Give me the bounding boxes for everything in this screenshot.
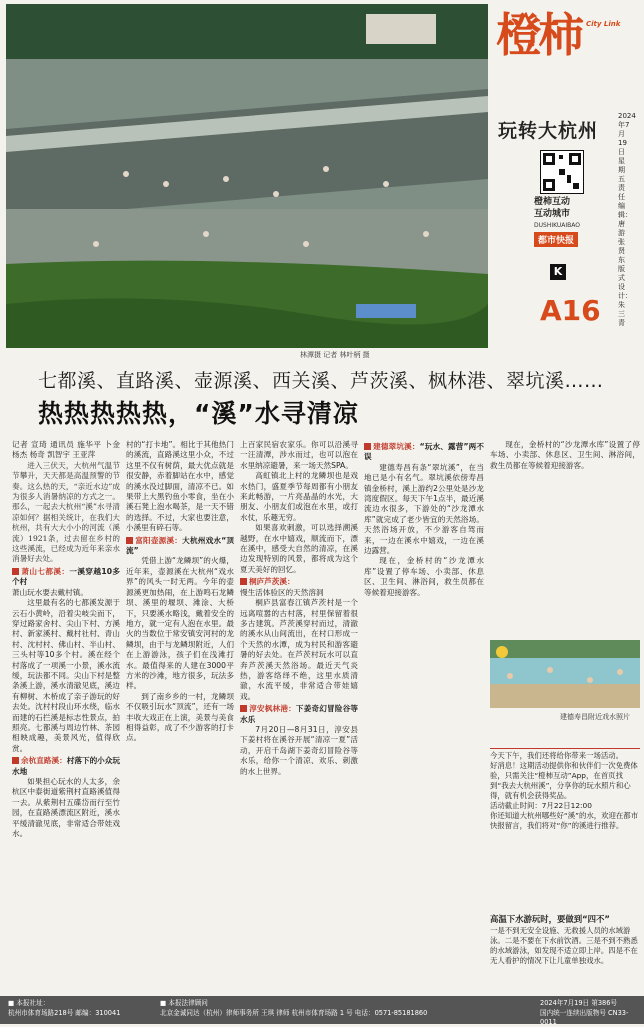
paper-brand-tag: 都市快报 [534,232,578,247]
section-sub: 萧山玩水要去戴村镇。 [12,587,88,597]
section-title-rest: 下姜奇幻冒险谷等水乐 [240,704,358,724]
divider [490,748,640,749]
event-intro: 今天下午，我们还将给你带来一场活动。 [490,751,624,760]
section-title-rest: 村落下的小众玩水地 [12,756,121,776]
brand-logo: 橙柿 [496,8,580,62]
paragraph: 到了南乡乡的一村，龙鳞坝不仅吸引玩水“顶流”，还有一场丰收大戏正在上演，美景与美食相得益彰，成了不少游客的打卡点。 [126,691,234,743]
paragraph: 村的“打卡地”。相比于其他热门的溪流，直路溪这里小众，不过这里不仅有树荫，最大优点就是很安静，赤着脚站在水中，感觉的溪水没过脚面，清凉不已。如果带上大黑钓鱼小零食，坐在小溪石凳上泡水喝茶，是一天不错的选择。不过，大家也要注意，小溪里有碎石等。 [126,440,234,533]
square-bullet-icon [126,537,133,544]
footer-cn: 国内统一连续出版物号 CN33-0011 [540,1009,629,1026]
square-bullet-icon [240,705,247,712]
column-1 [12,440,120,839]
event-note: 你还知道大杭州哪些好“溪”的水，欢迎在都市快报留言，我们将对“你”的溪进行推荐。 [490,811,639,830]
lead-paragraph: 进入三伏天，大杭州气温节节攀升，天天都是高温预警的节奏。这么热的天，“亲近水边”成为很多人消暑纳凉的方式之一。那么，一起去大杭州“溪”水寻清凉如何？据相关统计，在我们大杭州，共有大大小小的河流（溪流）1921条，过去留在乡村的这些溪流，已经成为近年来亲水消暑好去处。 [12,460,120,564]
paragraph: 桐庐县富春江镇芦茨村是一个远离喧嚣的古村落，村里保留着很多古建筑。芦茨溪穿村而过，清澈的溪水从山间流出，在村口形成一个天然的水潭，成为村民和游客避暑的好去处。在芦茨村玩水可以直奔芦茨溪天然浴场。最近天气炎热，游客络绎不绝，这里水质清澈，水流平缓，非常适合带娃嬉戏。 [240,598,358,701]
safety-box [490,914,640,966]
section-title: 桐庐芦茨溪： [249,577,295,587]
footer-issue: 2024年7月19日 第386号 [540,999,618,1007]
section-title: 余杭直路溪： [21,756,67,766]
pool-photo [490,640,640,708]
paragraph: 高虹镇北上村的龙鳞坝也是戏水热门，盛夏季节每周都有小朋友来此畅游，一片亮晶晶的水光，大朋友、小朋友们或泡在水里，或打水仗，乐趣无穷。 [240,471,358,522]
paper-name-en: DUSHIKUAIBAO [534,222,580,229]
photo-illustration [6,4,488,348]
section-heading-luci [240,577,358,587]
section-heading-qidu [12,567,120,588]
square-bullet-icon [12,568,19,575]
qr-caption-line1: 橙柿互动 [534,197,571,207]
column-5 [490,440,640,471]
column-2 [126,440,234,744]
masthead [492,4,640,350]
paragraph: 凭借上游“龙鳞坝”的火爆，近年来，壶源溪在大杭州“戏水界”的风头一时无两。今年的壶源溪更加热闹，在上游鸣石龙鳞坝、溪里的堰坝、滩涂、大桥下，只要溪水略浅，戴着安全的地方，就一定有人泡在水里。最火的当数位于常安镇安河村的龙鳞坝，由于与龙鳞坝附近，人们在上游游泳，孩子们在浅滩打水。最值得来的人建在3000平方米的沙滩，地方很多，玩法多样。 [126,556,234,691]
paragraph: 如果喜欢刺激，可以选择溯溪越野，在水中嬉戏，顺流而下，漂在溪中，感受大自然的清凉，在溪边发现特别的风景，都将成为这个夏天美好的回忆。 [240,523,358,574]
section-title-rest: 一溪穿越10多个村 [12,566,120,587]
date-line: 2024年7月19日 星期五 责任编辑：唐游 张贤东 版式设计：朱三青 [618,112,636,327]
paragraph: 7月20日—8月31日，淳安县下姜村将在溪谷开展“清凉一夏”活动，开启千岛湖下姜奇幻冒险谷等水乐，给你一个清凉、欢乐、刺激的水上世界。 [240,724,358,776]
section-slogan: 玩转大杭州 [498,120,599,142]
square-bullet-icon [364,443,371,450]
section-heading-fenglin [240,704,358,725]
paragraph: 现在，金桥村的“沙龙潭水库”设置了停车场、小卖部、休息区、卫生间、淋浴间，救生员都在等候着迎接游客。 [490,440,640,470]
qr-caption-line2: 互动城市 [534,209,571,219]
river-photo [6,4,488,348]
qr-code-icon[interactable] [540,150,584,194]
paragraph: 上百家民宿农家乐。你可以沿溪寻一汪清潭，涉水而过，也可以泡在水里纳凉避暑，来一场天然SPA。 [240,440,358,470]
article-headline: 热热热热热，“溪”水寻清凉 [38,399,359,428]
byline: 记者 宣琦 通讯员 施华平 卜金 杨杰 杨奇 凯智宇 王亚萍 [12,440,120,460]
section-title: 淳安枫林港： [249,704,296,714]
page-footer [0,996,644,1024]
safety-text: 一是不到无安全设施、无救援人员的水域游泳。二是不要在下水前饮酒。三是不到不熟悉的水域游泳，如发现不适立即上岸。四是不在无人看护的情况下让儿童单独戏水。 [490,926,638,965]
paragraph: 现在，金桥村的“沙龙潭水库”设置了停车场、小卖部、休息区、卫生间、淋浴间，救生员都在等候着迎接游客。 [364,556,484,597]
section-title-rest: 大杭州戏水“顶流” [126,535,235,556]
safety-title: 高温下水游玩时，要做到“四不” [490,914,610,924]
paragraph: 这里最有名的七都溪发源于云石小黄岭，沿着尖岐尖而下，穿过路家舍村、尖山下村、方溪村、新家溪村、戴村社村、青山村、沈村村、佛山村、半山村、三头村等10多个村。溪在经个村落成了一项溪一小景，溪水流缓，玩法都不同。尖山下村是整条溪上游，溪水清澈见底，溪边有柳树、木桥成了亲子游玩的好去处。沈村村段山环水绕，临水而建的石拦溪是标志性景点，拍照亮。七都溪与周边竹林、茶园相映成趣，美景风光，值得欣赏。 [12,598,120,753]
column-4 [364,440,484,598]
section-title: 萧山七都溪： [21,566,70,576]
qr-caption [534,196,570,220]
square-bullet-icon [12,757,19,764]
page-number: A16 [540,294,601,327]
section-heading-cuikeng [364,442,484,463]
event-deadline: 活动截止时间：7月22日12:00 [490,801,592,810]
footer-legal: 北京金诚同达（杭州）律师事务所 王琪 律师 杭州市体育场路 1 号 电话：0571-85181860 [160,1009,428,1017]
pool-photo-caption: 建德寿昌附近戏水照片 [560,713,630,721]
section-title-rest: “玩水、露营”两不误 [364,442,485,462]
footer-address-label: ■ 本报社址： [8,999,50,1007]
paragraph: 如果担心玩水的人太多，余杭区中泰街道紫荆村直路溪值得一去。从紫荆村五碟岱而行至竹园，在直路溪漂流区附近，溪水平缓清澈见底，非常适合带娃戏水。 [12,777,120,839]
section-title: 建德翠坑溪： [373,442,420,451]
section-title: 富阳壶源溪： [135,535,183,545]
article-subhead: 七都溪、直路溪、壶源溪、西关溪、芦茨溪、枫林港、翠坑溪…… [38,370,604,392]
square-bullet-icon [240,578,247,585]
column-3 [240,440,358,777]
paragraph: 建德寿昌有条“翠坑溪”，在当地已是小有名气。翠坑溪依傍寿昌镇金桥村，溪上游约2公里处是沙龙湾度假区。每天下午1点半，最近溪流边水很多，下游处的“沙龙潭水库”就完成了老少皆宜的天然浴场。天然浴场开放，不少游客自驾而来，一边在溪水中嬉戏，一边在溪边露营。 [364,462,484,556]
brand-logo-sub: City Link [586,20,621,28]
photo-credit: 林潭摄 记者 林叶柄 摄 [300,351,370,359]
footer-address: 杭州市体育场路218号 邮编：310041 [8,1009,121,1017]
section-heading-zhilu [12,756,120,777]
event-box [490,746,640,910]
section-heading-huyuan [126,536,234,557]
k-logo-icon: K [550,264,566,280]
section-sub: 慢生活体验区的天然溶洞 [240,587,324,597]
event-details: 好消息！这期活动提供你和伙伴们一次免费体验，只需关注“橙柿互动”App，在首页找到“我去大杭州溪”，分享你的玩水照片和心得，就有机会获得奖品。 [490,761,638,800]
footer-legal-label: ■ 本报法律顾问 [160,999,208,1007]
